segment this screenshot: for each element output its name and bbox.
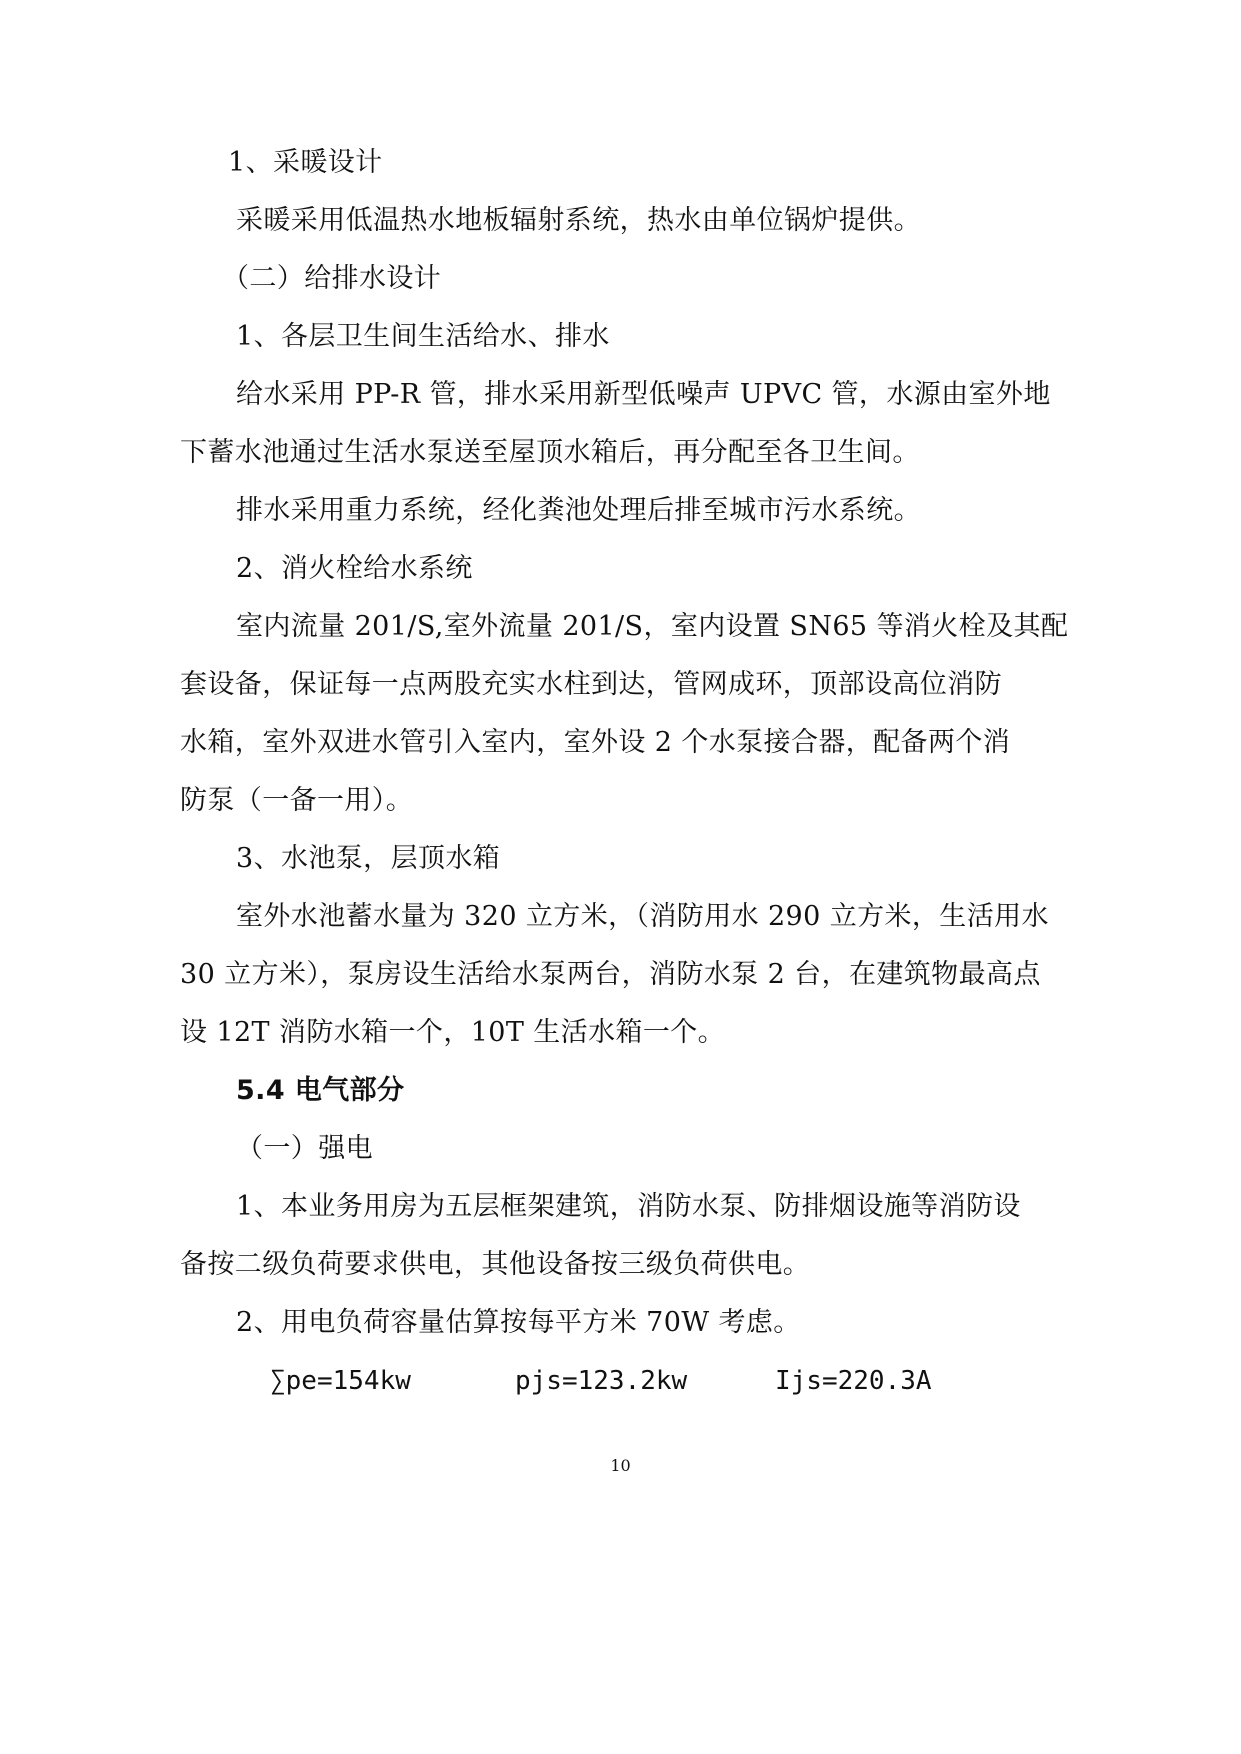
heading-electrical-section: 5.4 电气部分 [236,1075,405,1106]
page-number: 10 [610,1456,631,1475]
paragraph-heating: 采暖采用低温热水地板辐射系统，热水由单位锅炉提供。 [236,205,921,236]
paragraph-pool-line-2: 30 立方米），泵房设生活给水泵两台，消防水泵 2 台，在建筑物最高点 [180,959,1041,990]
heading-pool-pump-tank: 3、水池泵，层顶水箱 [236,843,501,874]
paragraph-hydrant-line-2: 套设备，保证每一点两股充实水柱到达，管网成环，顶部设高位消防 [180,669,1002,700]
heading-toilet-water: 1、各层卫生间生活给水、排水 [236,321,610,352]
formula-pe: ∑pe=154kw [270,1366,411,1396]
paragraph-hydrant-line-1: 室内流量 201/S,室外流量 201/S，室内设置 SN65 等消火栓及其配 [236,611,1069,642]
paragraph-power-line-2: 备按二级负荷要求供电，其他设备按三级负荷供电。 [180,1249,811,1280]
paragraph-hydrant-line-3: 水箱，室外双进水管引入室内，室外设 2 个水泵接合器，配备两个消 [180,727,1011,758]
formula-ijs: Ijs=220.3A [775,1366,932,1396]
heading-heating-design: 1、采暖设计 [228,147,383,178]
heading-water-supply-drainage: （二）给排水设计 [222,263,442,294]
heading-hydrant-system: 2、消火栓给水系统 [236,553,473,584]
heading-strong-current: （一）强电 [236,1133,373,1164]
paragraph-power-line-1: 1、本业务用房为五层框架建筑，消防水泵、防排烟设施等消防设 [236,1191,1021,1222]
paragraph-water-supply-line-1: 给水采用 PP-R 管，排水采用新型低噪声 UPVC 管，水源由室外地 [236,379,1051,410]
paragraph-pool-line-3: 设 12T 消防水箱一个，10T 生活水箱一个。 [180,1017,726,1048]
paragraph-drainage: 排水采用重力系统，经化粪池处理后排至城市污水系统。 [236,495,921,526]
paragraph-hydrant-line-4: 防泵（一备一用）。 [180,785,414,816]
paragraph-load-estimate: 2、用电负荷容量估算按每平方米 70W 考虑。 [236,1307,801,1338]
paragraph-pool-line-1: 室外水池蓄水量为 320 立方米，（消防用水 290 立方米，生活用水 [236,901,1049,932]
formula-pjs: pjs=123.2kw [515,1366,688,1396]
paragraph-water-supply-line-2: 下蓄水池通过生活水泵送至屋顶水箱后，再分配至各卫生间。 [180,437,920,468]
